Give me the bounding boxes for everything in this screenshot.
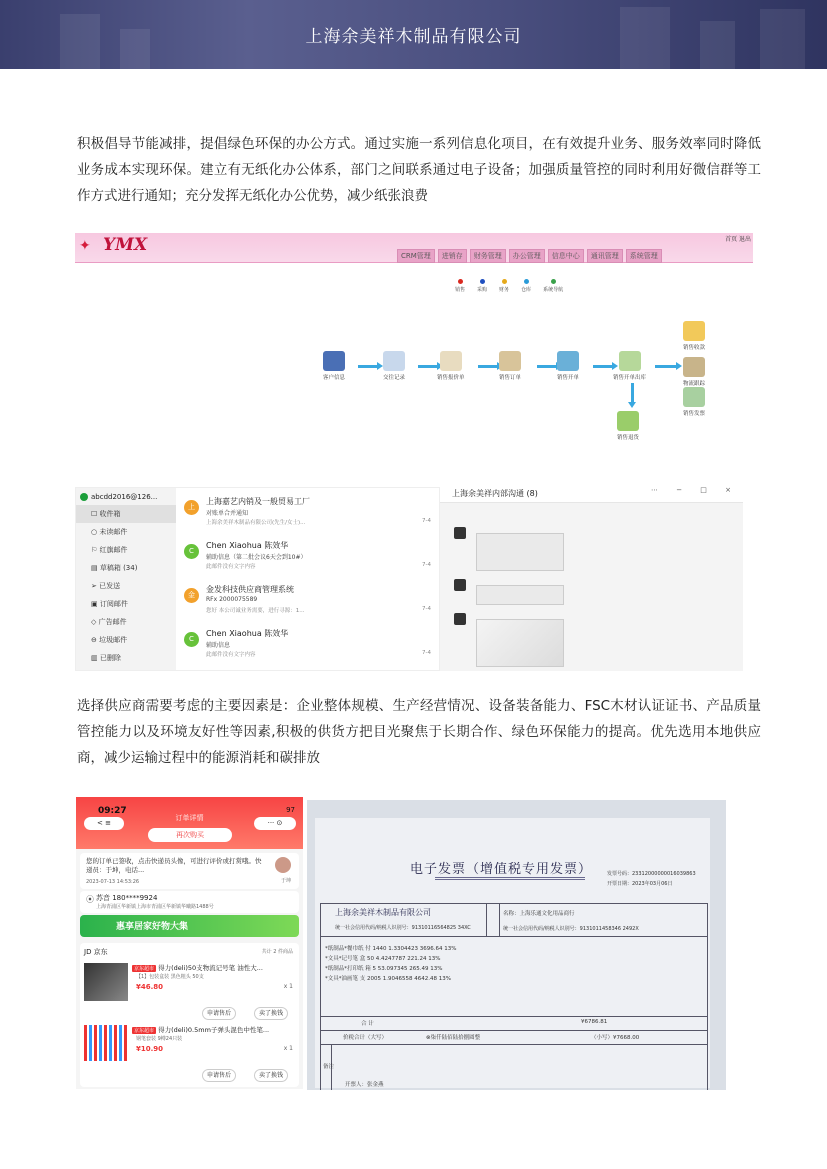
paragraph-supplier: 选择供应商需要考虑的主要因素是：企业整体规模、生产经营情况、设备装备能力、FSC木材认证证书、产品质量管控能力以及环境友好性等因素,积极的供货方把目光聚焦于长期合作、绿色环保能力的提高。优先选用本地供应商，减少运输过程中的能源消耗和碳排放	[77, 698, 761, 766]
flow-invoice[interactable]: 销售发票	[683, 387, 705, 417]
tax-total-small: （小写）¥7668.00	[591, 1035, 640, 1041]
account-icon	[80, 493, 88, 501]
crm-legend	[455, 279, 563, 293]
invoice-paper	[315, 818, 710, 1088]
product-image[interactable]	[84, 1025, 128, 1061]
crm-menu-system[interactable]: 系统管理	[626, 249, 662, 263]
inbox-icon: ☐	[91, 510, 100, 518]
promo-banner[interactable]: 惠享居家好物大集	[80, 915, 299, 937]
order-icon	[499, 351, 521, 371]
flow-logistics[interactable]: 物流跟踪	[683, 357, 705, 387]
crm-menu-office[interactable]: 办公管理	[509, 249, 545, 263]
location-icon: ⦿	[86, 895, 94, 904]
flag-icon: ⚐	[91, 546, 100, 554]
crm-menu	[397, 249, 662, 263]
legend-finance[interactable]: 财务	[499, 279, 509, 293]
outbound-icon	[619, 351, 641, 371]
resell-button[interactable]: 卖了换钱	[254, 1069, 288, 1082]
crm-top-right[interactable]: 首页 退出	[725, 236, 751, 243]
title-underline	[435, 877, 585, 880]
crm-bird-icon: ✦	[79, 238, 91, 254]
goods-card: JD 京东 共计 2 件商品 京东超市 得力(deli)50支物流记号笔 油性大... 【1】包装盒装 黑色粗头 50支 ¥46.80 x 1 申请售后 卖了换钱 京东超市 得力(deli)0.5mm子弹头混色中性笔... 钢笔套装 9樽24只装 ¥10.90 x 1 申请售后 卖了换钱	[80, 943, 299, 1087]
chat-titlebar	[440, 483, 743, 503]
seller-code: 统一社会信用代码/纳税人识别号：9131011458346 2492X	[503, 926, 639, 932]
flow-receipt[interactable]: 销售收款	[683, 321, 705, 351]
window-controls[interactable]: ⋯ − □ ×	[650, 486, 739, 494]
folder-spam[interactable]: ⊖ 垃圾邮件	[91, 636, 128, 644]
list-item[interactable]: 金 金发科技供应商管理系统 RFx 2000075589 您好 本公司诚业务需要，进行寻源：1... 7-4	[176, 576, 440, 620]
legend-sales[interactable]: 销售	[455, 279, 465, 293]
flow-arrow-down	[631, 383, 634, 403]
resell-button[interactable]: 卖了换钱	[254, 1007, 288, 1020]
courier-avatar[interactable]	[275, 857, 291, 873]
flow-arrow	[537, 365, 557, 368]
crm-screenshot	[75, 233, 753, 460]
avatar: 上	[184, 500, 199, 515]
tax-total-text: ⊗柒仟陆佰陆拾捌圆整	[426, 1035, 481, 1041]
money-icon	[683, 321, 705, 341]
phone-order-screenshot	[76, 797, 303, 1089]
invoice-meta: 发票号码：23312000000016039863 开票日期：2023年03月06日	[607, 871, 696, 887]
product-image[interactable]	[84, 963, 128, 1001]
folder-unread[interactable]: ○ 未读邮件	[91, 528, 128, 536]
spam-icon: ⊖	[91, 636, 100, 644]
after-sale-button[interactable]: 申请售后	[202, 1069, 236, 1082]
flow-arrow	[655, 365, 677, 368]
product-name[interactable]: 京东超市 得力(deli)50支物流记号笔 油性大...	[134, 964, 263, 972]
folder-drafts[interactable]: ▤ 草稿箱 (34)	[91, 564, 138, 572]
invoice-row: *纸制品*餐巾纸 付 1440 1.3304423 3696.64 13%	[325, 946, 457, 952]
folder-subscribed[interactable]: ▣ 订阅邮件	[91, 600, 128, 608]
flow-arrow	[418, 365, 438, 368]
crm-menu-info[interactable]: 信息中心	[548, 249, 584, 263]
folder-inbox[interactable]: ☐ 收件箱	[76, 505, 176, 523]
tax-total-label: 价税合计（大写）	[343, 1035, 388, 1041]
invoice-row: *纸制品*打印纸 箱 5 53.097345 265.49 13%	[325, 966, 443, 972]
drawing-image[interactable]	[476, 533, 564, 571]
mail-client	[75, 487, 440, 671]
avatar: C	[184, 544, 199, 559]
avatar: 金	[184, 588, 199, 603]
list-item[interactable]: 上 上海嘉艺内销及一般贸易工厂 对账单合并通知 上海余美祥木制品有限公司(先生/女士)... 7-4	[176, 488, 440, 532]
list-item[interactable]: C Chen Xiaohua 陈效华 辅助信息（第二批会议6天会到10#） 此邮件没有文字内容 7-4	[176, 532, 440, 576]
flow-contact-record[interactable]: 交往记录	[383, 351, 405, 381]
invoice-icon	[683, 387, 705, 407]
trash-icon: ▥	[91, 654, 100, 662]
back-menu-button[interactable]: < ≡	[84, 817, 124, 830]
flow-customer-info[interactable]: 客户信息	[323, 351, 345, 381]
folder-ads[interactable]: ◇ 广告邮件	[91, 618, 127, 626]
flow-outbound[interactable]: 销售开单出库	[613, 351, 646, 381]
folder-sent[interactable]: ➢ 已发送	[91, 582, 121, 590]
invoice-row: *文具*油画笔 支 2005 1.9046558 4642.48 13%	[325, 976, 451, 982]
delivery-notice[interactable]: 您的订单已签收，点击快递员头像，可进行评价或打赏哦。快递员：于坤，电话... 2023-07-13 14:53:26 于坤	[80, 853, 299, 889]
more-button[interactable]: ··· ⊙	[254, 817, 296, 830]
avatar: C	[184, 632, 199, 647]
crm-menu-comm[interactable]: 通讯管理	[587, 249, 623, 263]
draft-icon: ▤	[91, 564, 100, 572]
legend-nav[interactable]: 系统导航	[543, 279, 563, 293]
phone-header	[76, 797, 303, 849]
buyer-code: 统一社会信用代码/纳税人识别号：91310116564825 34XC	[335, 925, 471, 931]
return-icon	[617, 411, 639, 431]
store-name[interactable]: JD 京东	[84, 948, 108, 956]
sent-icon: ➢	[91, 582, 100, 590]
avatar[interactable]	[454, 527, 466, 539]
avatar[interactable]	[454, 613, 466, 625]
company-title: 上海余美祥木制品有限公司	[305, 27, 522, 47]
remark-label: 备注	[323, 1064, 335, 1070]
flow-return[interactable]: 销售退货	[617, 411, 639, 441]
legend-purchase[interactable]: 采购	[477, 279, 487, 293]
invoice-photo	[307, 800, 726, 1090]
legend-warehouse[interactable]: 仓库	[521, 279, 531, 293]
crm-topbar	[75, 233, 753, 263]
crm-menu-finance[interactable]: 财务管理	[470, 249, 506, 263]
buyer-name: 上海余美祥木制品有限公司	[335, 908, 431, 917]
mail-account[interactable]: abcdd2016@126...	[76, 488, 176, 505]
total-label: 合 计	[361, 1021, 374, 1027]
status-battery: 97	[286, 806, 295, 814]
chat-title: 上海余美祥内部沟通 (8)	[452, 489, 538, 498]
bill-icon	[557, 351, 579, 371]
paragraph-paperless: 积极倡导节能减排，提倡绿色环保的办公方式。通过实施一系列信息化项目，在有效提升业务、服务效率同时降低业务成本实现环保。建立有无纸化办公体系，部门之间联系通过电子设备；加强质量管控的同时利用好微信群等工作方式进行通知；充分发挥无纸化办公优势，减少纸张浪费	[77, 136, 761, 204]
total-amount: ¥6786.81	[581, 1019, 608, 1025]
invoice-title: 电子发票（增值税专用发票）	[410, 862, 593, 877]
avatar[interactable]	[454, 579, 466, 591]
flow-arrow	[358, 365, 378, 368]
after-sale-button[interactable]: 申请售后	[202, 1007, 236, 1020]
chat-window	[440, 483, 743, 671]
unread-icon: ○	[91, 528, 100, 536]
list-item[interactable]: C Chen Xiaohua 陈效华 辅助信息 此邮件没有文字内容 7-4	[176, 620, 440, 664]
phone-title: 订单详情	[175, 814, 204, 822]
customer-icon	[323, 351, 345, 371]
flow-arrow	[593, 365, 613, 368]
flow-sales-bill[interactable]: 销售开单	[557, 351, 579, 381]
drawing-image[interactable]	[476, 619, 564, 667]
product-name[interactable]: 京东超市 得力(deli)0.5mm子弹头混色中性笔...	[134, 1026, 270, 1034]
invoice-grid	[320, 903, 708, 1090]
drawer: 开票人：张金燕	[345, 1082, 384, 1088]
page-header	[0, 0, 827, 69]
box-icon	[683, 357, 705, 377]
status-time: 09:27	[98, 806, 127, 816]
crm-menu-jxc[interactable]: 进销存	[438, 249, 467, 263]
drawing-image[interactable]	[476, 585, 564, 605]
quote-icon	[440, 351, 462, 371]
tag-icon: ◇	[91, 618, 99, 626]
folder-flagged[interactable]: ⚐ 红旗邮件	[91, 546, 128, 554]
crm-menu-crm[interactable]: CRM管理	[397, 249, 435, 263]
mail-sidebar	[76, 488, 176, 670]
calendar-icon	[383, 351, 405, 371]
crm-logo: YMX	[103, 235, 148, 255]
mail-list	[176, 488, 440, 670]
flow-quote[interactable]: 销售报价单	[437, 351, 465, 381]
seller-name: 名称：上海乐通文化用品商行	[503, 911, 575, 917]
folder-deleted[interactable]: ▥ 已删除	[91, 654, 121, 662]
invoice-row: *文具*记号笔 盒 50 4.4247787 221.24 13%	[325, 956, 441, 962]
address-card[interactable]: ⦿ 苏音 180****9924 上海青浦区华新镇上海市青浦区华新镇华曦路1488号	[80, 891, 299, 913]
rebuy-button[interactable]: 再次购买	[148, 828, 232, 842]
flow-arrow	[478, 365, 498, 368]
subscribe-icon: ▣	[91, 600, 100, 608]
flow-sales-order[interactable]: 销售订单	[499, 351, 521, 381]
